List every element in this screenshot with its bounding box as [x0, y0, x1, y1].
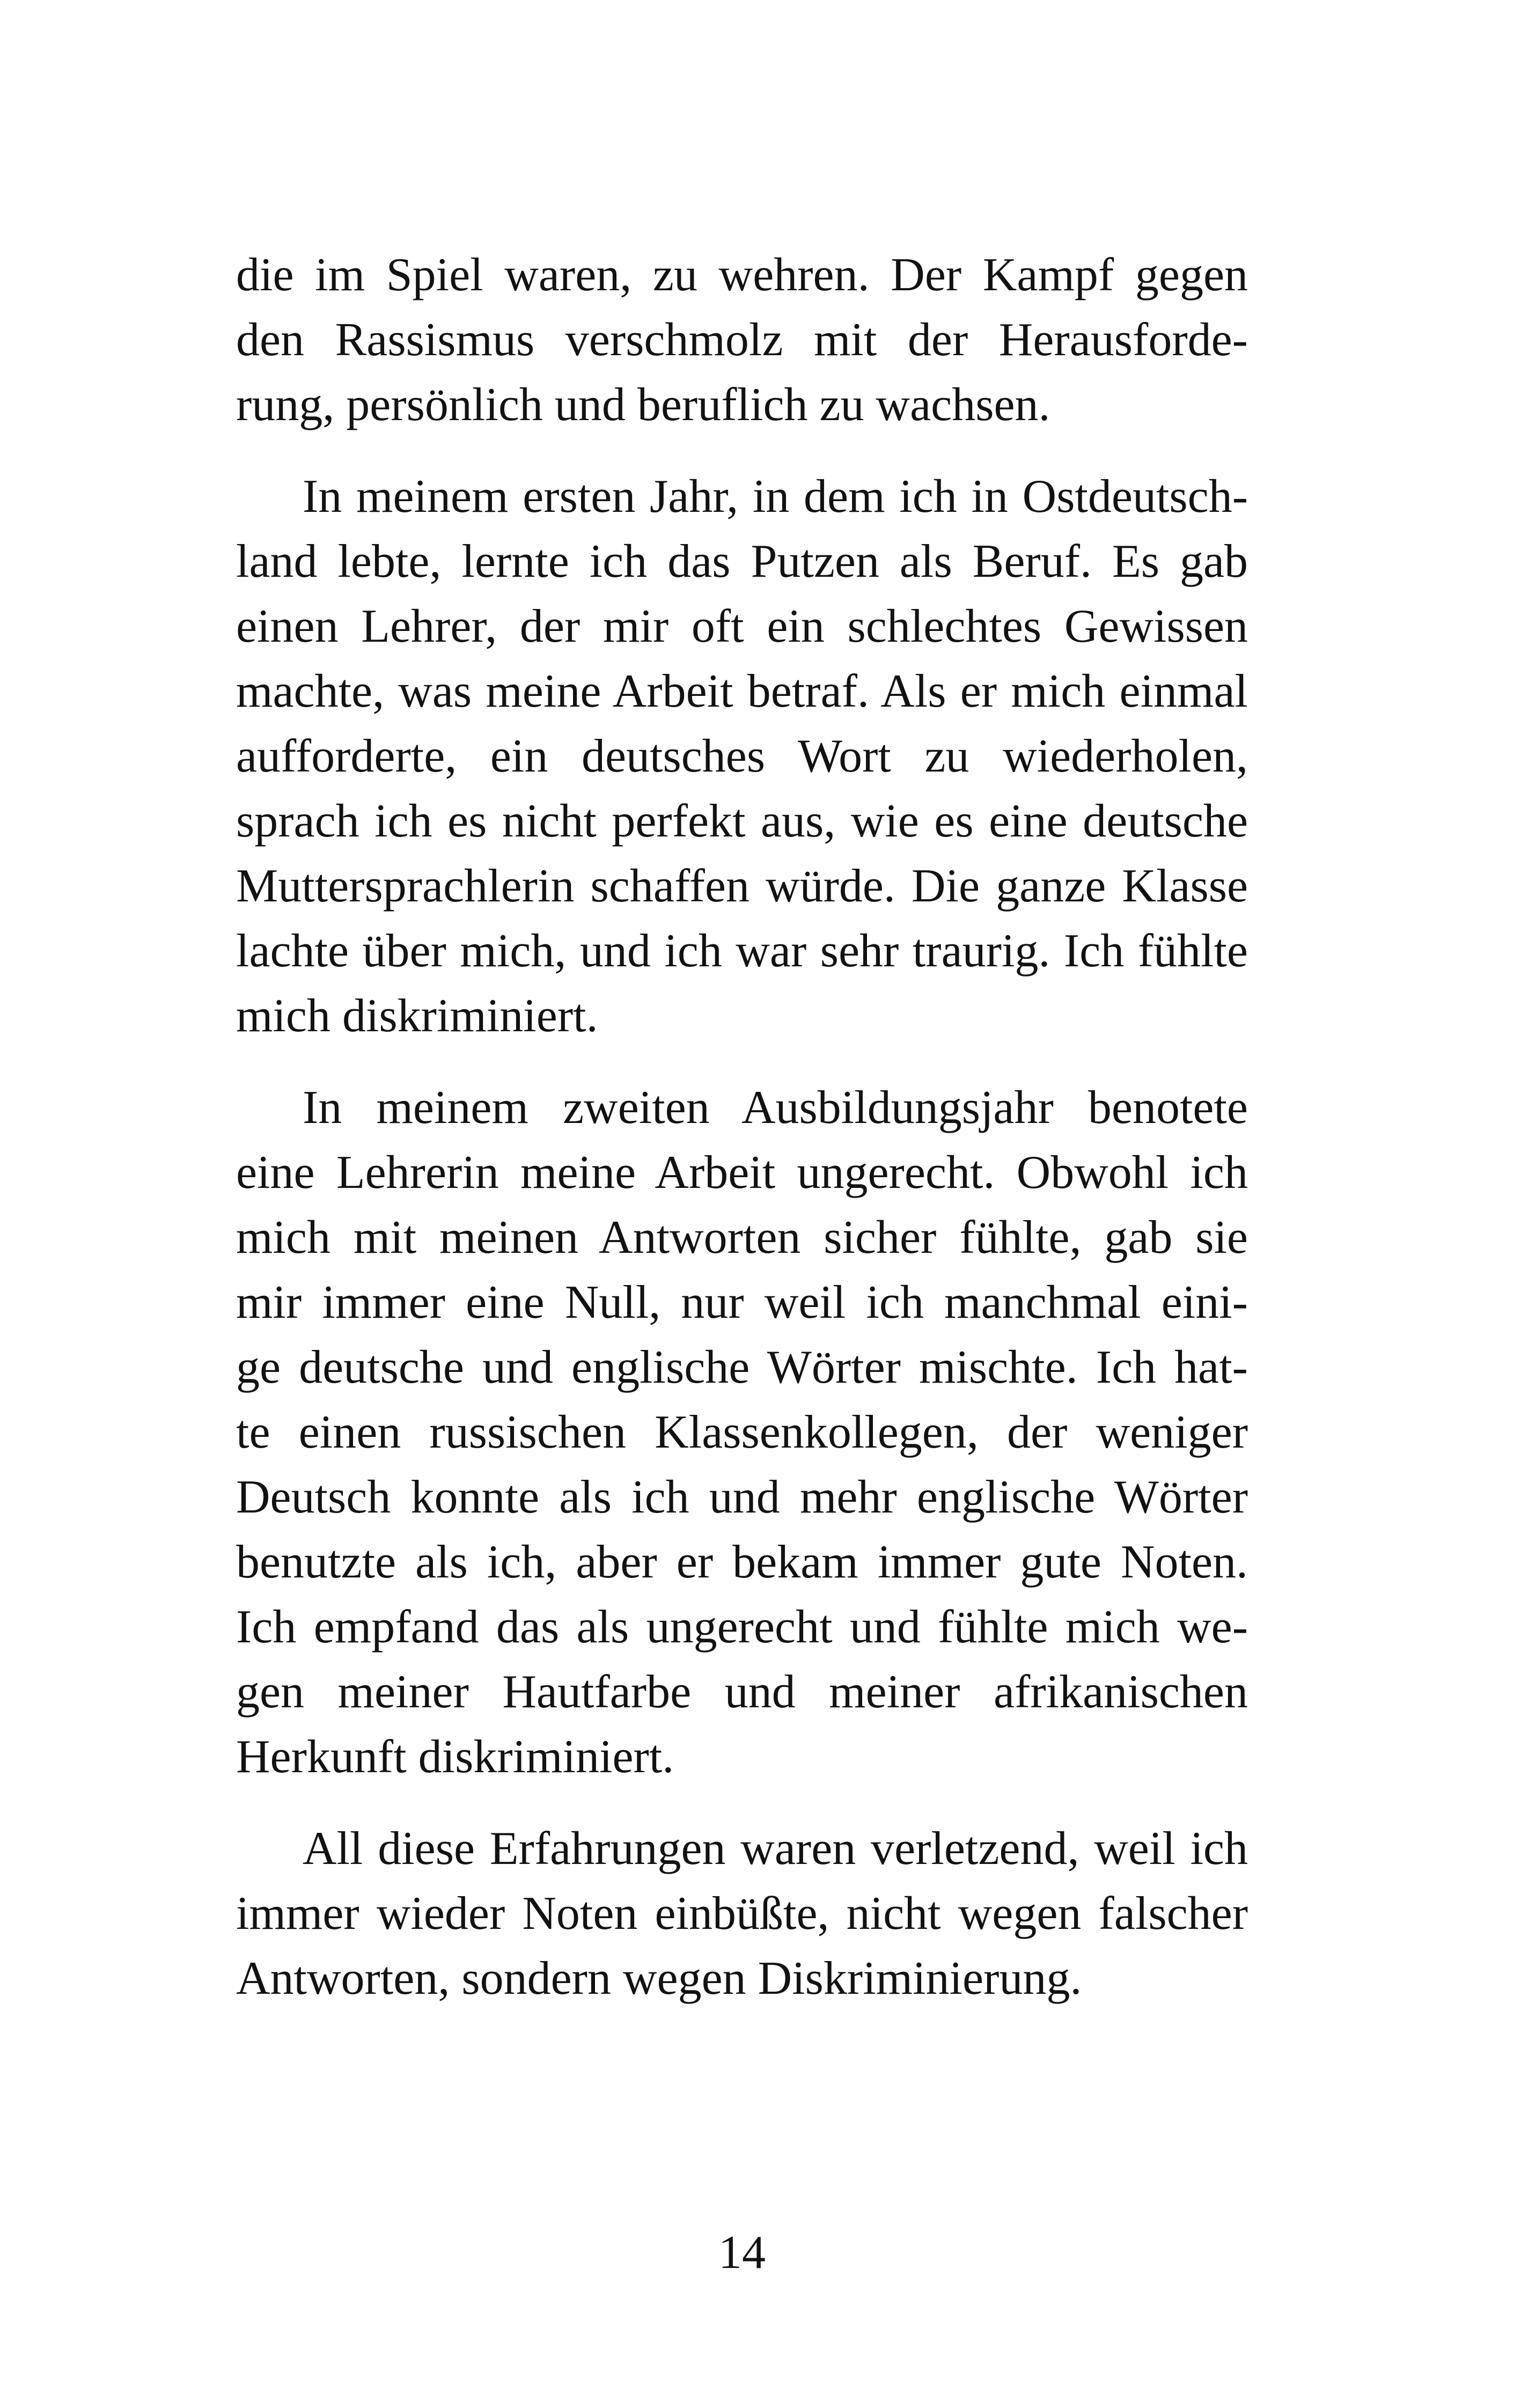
text-line: All diese Erfahrungen waren verletzend, weil ich: [303, 1823, 1248, 1875]
text-line: die im Spiel waren, zu wehren. Der Kampf gegen: [236, 249, 1248, 301]
text-line: rung, persönlich und beruflich zu wachsen.: [236, 379, 1050, 431]
text-line: Deutsch konnte als ich und mehr englische Wörter: [236, 1471, 1248, 1523]
text-line: gen meiner Hautfarbe und meiner afrikanischen: [236, 1666, 1248, 1718]
text-line: In meinem zweiten Ausbildungsjahr benotete: [303, 1082, 1248, 1134]
text-line: Antworten, sondern wegen Diskriminierung.: [236, 1952, 1082, 2005]
text-line: lachte über mich, und ich war sehr traurig. Ich fühlte: [236, 925, 1248, 977]
text-line: land lebte, lernte ich das Putzen als Beruf. Es gab: [236, 535, 1248, 588]
text-line: Muttersprachlerin schaffen würde. Die ganze Klasse: [236, 860, 1248, 912]
text-line: den Rassismus verschmolz mit der Herausforde-: [236, 314, 1248, 366]
text-line: mir immer eine Null, nur weil ich manchmal eini-: [236, 1276, 1248, 1328]
paragraph: [236, 464, 1248, 1048]
text-line: ge deutsche und englische Wörter mischte. Ich hat-: [236, 1341, 1248, 1393]
text-line: sprach ich es nicht perfekt aus, wie es eine deutsche: [236, 795, 1248, 847]
text-line: Herkunft diskriminiert.: [236, 1731, 674, 1783]
text-line: Ich empfand das als ungerecht und fühlte mich we-: [236, 1601, 1248, 1653]
paragraph: [236, 243, 1248, 437]
text-line: mich mit meinen Antworten sicher fühlte, gab sie: [236, 1212, 1248, 1264]
page-number: 14: [718, 2227, 766, 2279]
text-line: eine Lehrerin meine Arbeit ungerecht. Obwohl ich: [236, 1147, 1248, 1199]
text-line: machte, was meine Arbeit betraf. Als er mich einmal: [236, 665, 1248, 717]
paragraph: [236, 1816, 1248, 2011]
paragraph: [236, 1075, 1248, 1789]
text-line: aufforderte, ein deutsches Wort zu wiederholen,: [236, 730, 1248, 782]
text-line: mich diskriminiert.: [236, 990, 598, 1042]
text-line: In meinem ersten Jahr, in dem ich in Ostdeutsch-: [303, 471, 1248, 523]
text-line: immer wieder Noten einbüßte, nicht wegen falscher: [236, 1888, 1248, 1940]
text-block: [236, 243, 1248, 2011]
text-line: einen Lehrer, der mir oft ein schlechtes Gewissen: [236, 600, 1248, 652]
text-line: te einen russischen Klassenkollegen, der weniger: [236, 1406, 1248, 1458]
text-line: benutzte als ich, aber er bekam immer gute Noten.: [236, 1536, 1248, 1588]
